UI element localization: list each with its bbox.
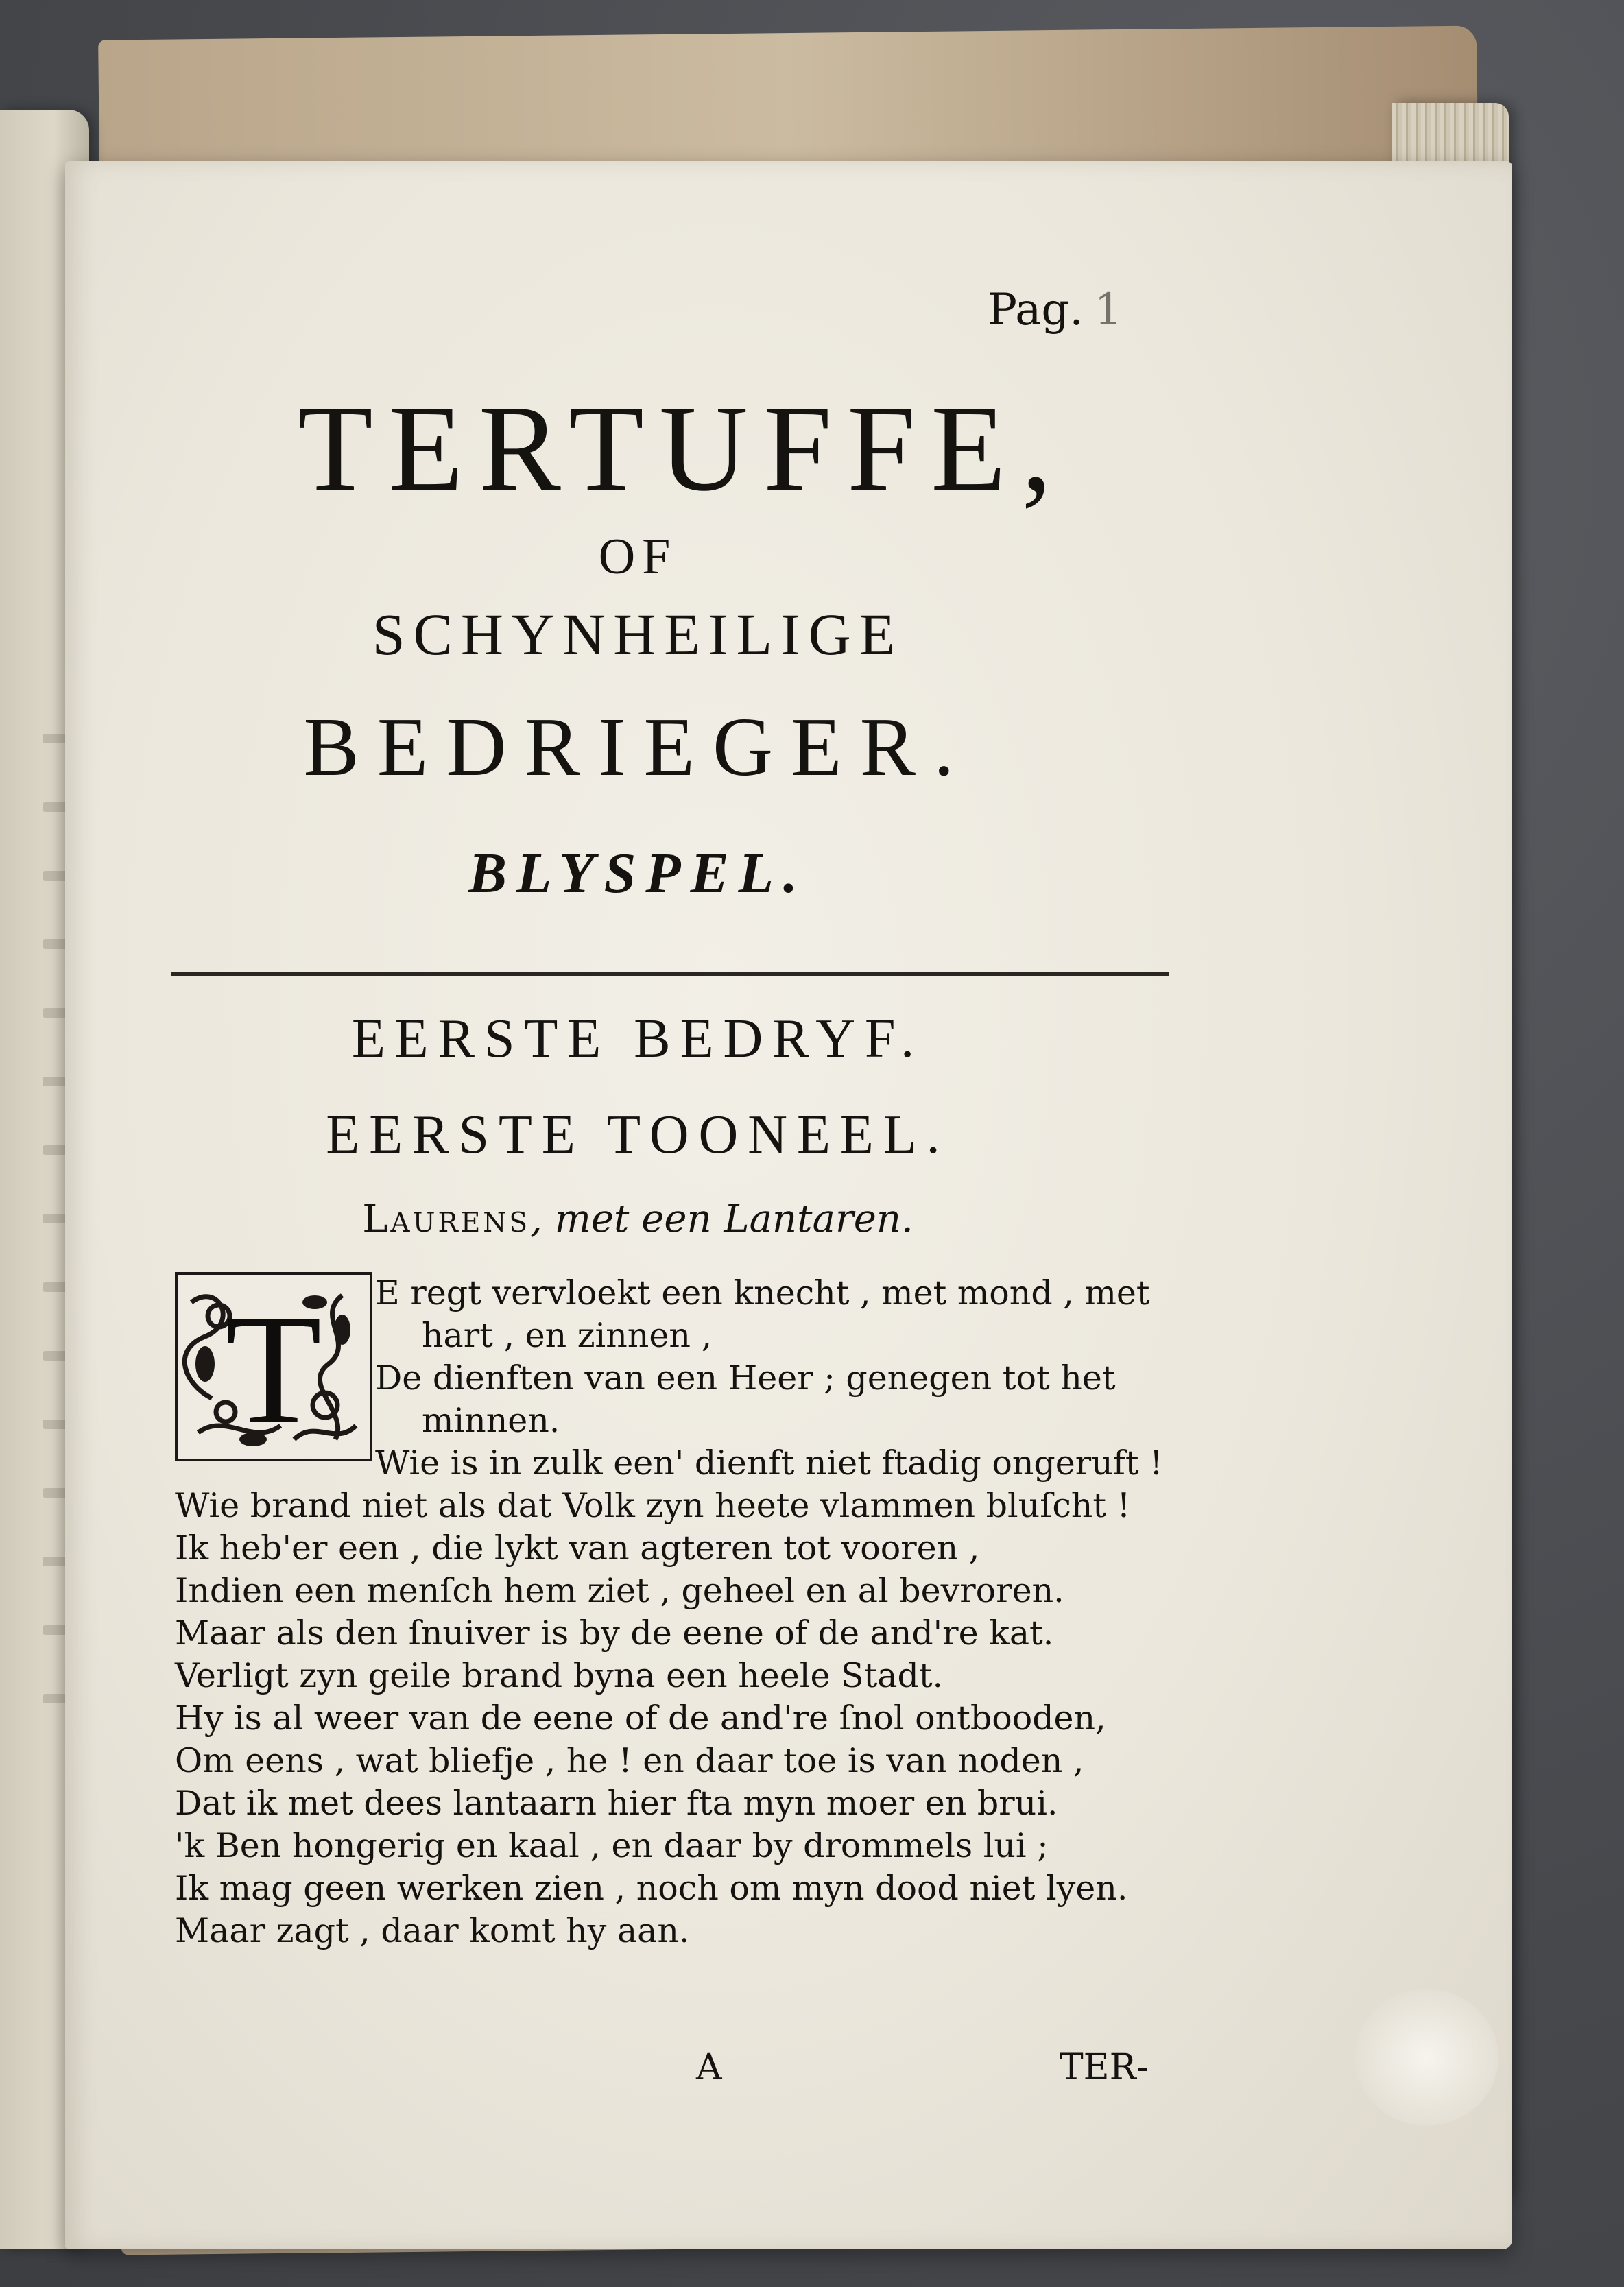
page-number-label: Pag. <box>988 285 1084 335</box>
subtitle-line-1: SCHYNHEILIGE <box>372 601 904 667</box>
book-page <box>65 161 1512 2249</box>
genre-label: BLYSPEL. <box>468 841 807 905</box>
signature-mark: A <box>696 2047 722 2088</box>
verse-line: De dienften van een Heer ; genegen tot het <box>375 1358 1116 1398</box>
play-title: TERTUFFE, <box>297 380 1068 516</box>
floral-ornament-icon <box>178 1275 370 1459</box>
title-connector: OF <box>598 529 678 585</box>
verse-line: 'k Ben hongerig en kaal , en daar by drommels lui ; <box>175 1826 1049 1865</box>
stage-direction <box>134 1197 1142 1241</box>
verse-line: Wie is in zulk een' dienft niet ftadig ongeruft ! <box>375 1444 1163 1483</box>
character-name: Laurens <box>362 1197 531 1241</box>
page-number-digit: 1 <box>1094 285 1123 335</box>
divider-rule <box>171 972 1169 976</box>
verse-line: Hy is al weer van de eene of de and're ſnol ontbooden, <box>175 1699 1106 1738</box>
verse-line: hart , en zinnen , <box>422 1316 713 1355</box>
verse-line: Dat ik met dees lantaarn hier fta myn moer en brui. <box>175 1784 1058 1823</box>
verse-line: Om eens , wat bliefje , he ! en daar toe is van noden , <box>175 1741 1084 1780</box>
verse-line: Maar als den ſnuiver is by de eene of de and're kat. <box>175 1614 1054 1653</box>
verse-line: E regt vervloekt een knecht , met mond , met <box>375 1273 1150 1313</box>
verse-line: Verligt zyn geile brand byna een heele Stadt. <box>175 1656 944 1695</box>
ornamental-drop-cap <box>175 1272 372 1461</box>
subtitle-line-2: BEDRIEGER. <box>303 701 972 793</box>
verse-line: Ik mag geen werken zien , noch om myn dood niet lyen. <box>175 1869 1128 1908</box>
verse-line: Indien een menſch hem ziet , geheel en al bevroren. <box>175 1571 1064 1610</box>
paper-tear <box>1354 1989 1498 2126</box>
scene-heading: EERSTE TOONEEL. <box>326 1105 950 1165</box>
verse-line: Maar zagt , daar komt hy aan. <box>175 1911 690 1950</box>
catchword: TER- <box>1060 2047 1149 2088</box>
direction-text: , met een Lantaren. <box>530 1197 914 1241</box>
page-number <box>988 285 1122 335</box>
verse-line: Wie brand niet als dat Volk zyn heete vlammen bluſcht ! <box>175 1486 1131 1525</box>
act-heading: EERSTE BEDRYF. <box>351 1009 924 1069</box>
verse-line: Ik heb'er een , die lykt van agteren tot vooren , <box>175 1529 980 1568</box>
drop-cap-letter: T <box>225 1282 322 1457</box>
verse-line: minnen. <box>422 1401 560 1440</box>
